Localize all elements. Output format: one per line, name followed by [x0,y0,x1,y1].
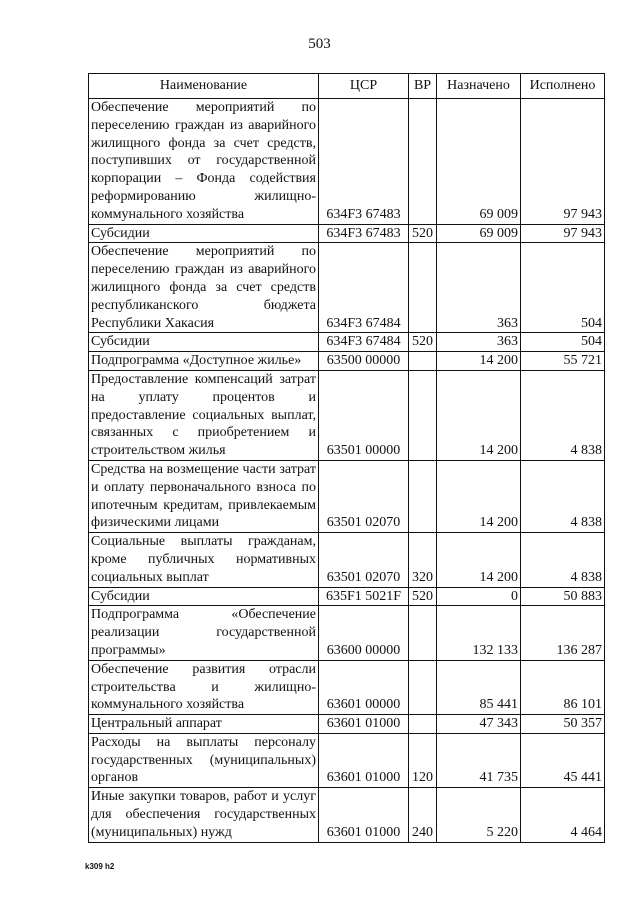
table-row [89,333,605,352]
row-vr [409,660,437,714]
header-assigned: Назначено [437,74,521,99]
row-name: Социальные выплаты гражданам, кроме публичных нормативных социальных выплат [89,533,319,587]
row-executed: 504 [521,243,605,333]
row-name: Средства на возмещение части затрат и оплату первоначального взноса по ипотечным кредитам, привлекаемым физическими лицами [89,460,319,532]
row-name: Субсидии [89,587,319,606]
row-csr: 634F3 67484 [319,243,409,333]
table-row [89,243,605,333]
row-csr: 63600 00000 [319,606,409,660]
row-executed: 97 943 [521,99,605,225]
row-csr: 63601 01000 [319,715,409,734]
row-csr: 63601 00000 [319,660,409,714]
row-name: Предоставление компенсаций затрат на уплату процентов и предоставление социальных выплат, связанных с приобретением и строительством жилья [89,370,319,460]
row-executed: 86 101 [521,660,605,714]
row-assigned: 41 735 [437,733,521,787]
row-assigned: 363 [437,333,521,352]
row-assigned: 363 [437,243,521,333]
row-name: Расходы на выплаты персоналу государственных (муниципальных) органов [89,733,319,787]
row-vr [409,715,437,734]
row-assigned: 69 009 [437,224,521,243]
row-assigned: 14 200 [437,352,521,371]
table-row [89,352,605,371]
row-assigned: 14 200 [437,370,521,460]
row-executed: 504 [521,333,605,352]
row-executed: 55 721 [521,352,605,371]
budget-table [88,73,605,843]
row-name: Подпрограмма «Обеспечение реализации государственной программы» [89,606,319,660]
row-name: Центральный аппарат [89,715,319,734]
row-vr [409,460,437,532]
row-name: Обеспечение мероприятий по переселению граждан из аварийного жилищного фонда за счет средств республиканского бюджета Республики Хакасия [89,243,319,333]
row-assigned: 14 200 [437,460,521,532]
table-row [89,660,605,714]
row-vr: 320 [409,533,437,587]
row-assigned: 69 009 [437,99,521,225]
row-vr [409,606,437,660]
row-vr [409,352,437,371]
table-row [89,533,605,587]
row-name: Подпрограмма «Доступное жилье» [89,352,319,371]
row-csr: 635F1 5021F [319,587,409,606]
row-csr: 63501 02070 [319,533,409,587]
row-executed: 4 838 [521,533,605,587]
row-vr: 240 [409,788,437,842]
row-csr: 63501 00000 [319,370,409,460]
row-executed: 97 943 [521,224,605,243]
footer-code: k309 h2 [85,862,115,871]
row-executed: 50 357 [521,715,605,734]
row-vr [409,99,437,225]
table-row [89,460,605,532]
row-name: Обеспечение мероприятий по переселению граждан из аварийного жилищного фонда за счет средств, поступивших от государственной корпорации – Фонда содействия реформированию жилищно-коммунального хозяйства [89,99,319,225]
header-name: Наименование [89,74,319,99]
row-assigned: 14 200 [437,533,521,587]
row-name: Субсидии [89,333,319,352]
row-vr [409,370,437,460]
row-executed: 4 464 [521,788,605,842]
table-row [89,715,605,734]
table-row [89,370,605,460]
row-executed: 136 287 [521,606,605,660]
row-csr: 63501 02070 [319,460,409,532]
row-csr: 634F3 67483 [319,99,409,225]
row-assigned: 85 441 [437,660,521,714]
table-row [89,606,605,660]
row-assigned: 132 133 [437,606,521,660]
row-executed: 50 883 [521,587,605,606]
row-vr: 520 [409,587,437,606]
row-csr: 63601 01000 [319,733,409,787]
table-row [89,788,605,842]
header-executed: Исполнено [521,74,605,99]
row-csr: 634F3 67484 [319,333,409,352]
row-csr: 634F3 67483 [319,224,409,243]
row-name: Иные закупки товаров, работ и услуг для обеспечения государственных (муниципальных) нужд [89,788,319,842]
row-vr: 520 [409,333,437,352]
row-vr: 520 [409,224,437,243]
row-csr: 63500 00000 [319,352,409,371]
row-executed: 45 441 [521,733,605,787]
row-executed: 4 838 [521,370,605,460]
table-row [89,587,605,606]
row-assigned: 47 343 [437,715,521,734]
table-row [89,99,605,225]
row-executed: 4 838 [521,460,605,532]
row-assigned: 5 220 [437,788,521,842]
row-name: Субсидии [89,224,319,243]
header-csr: ЦСР [319,74,409,99]
table-header-row [89,74,605,99]
header-vr: ВР [409,74,437,99]
page-number: 503 [308,36,331,52]
table-row [89,224,605,243]
row-name: Обеспечение развития отрасли строительства и жилищно-коммунального хозяйства [89,660,319,714]
table-row [89,733,605,787]
row-csr: 63601 01000 [319,788,409,842]
row-vr [409,243,437,333]
row-vr: 120 [409,733,437,787]
row-assigned: 0 [437,587,521,606]
